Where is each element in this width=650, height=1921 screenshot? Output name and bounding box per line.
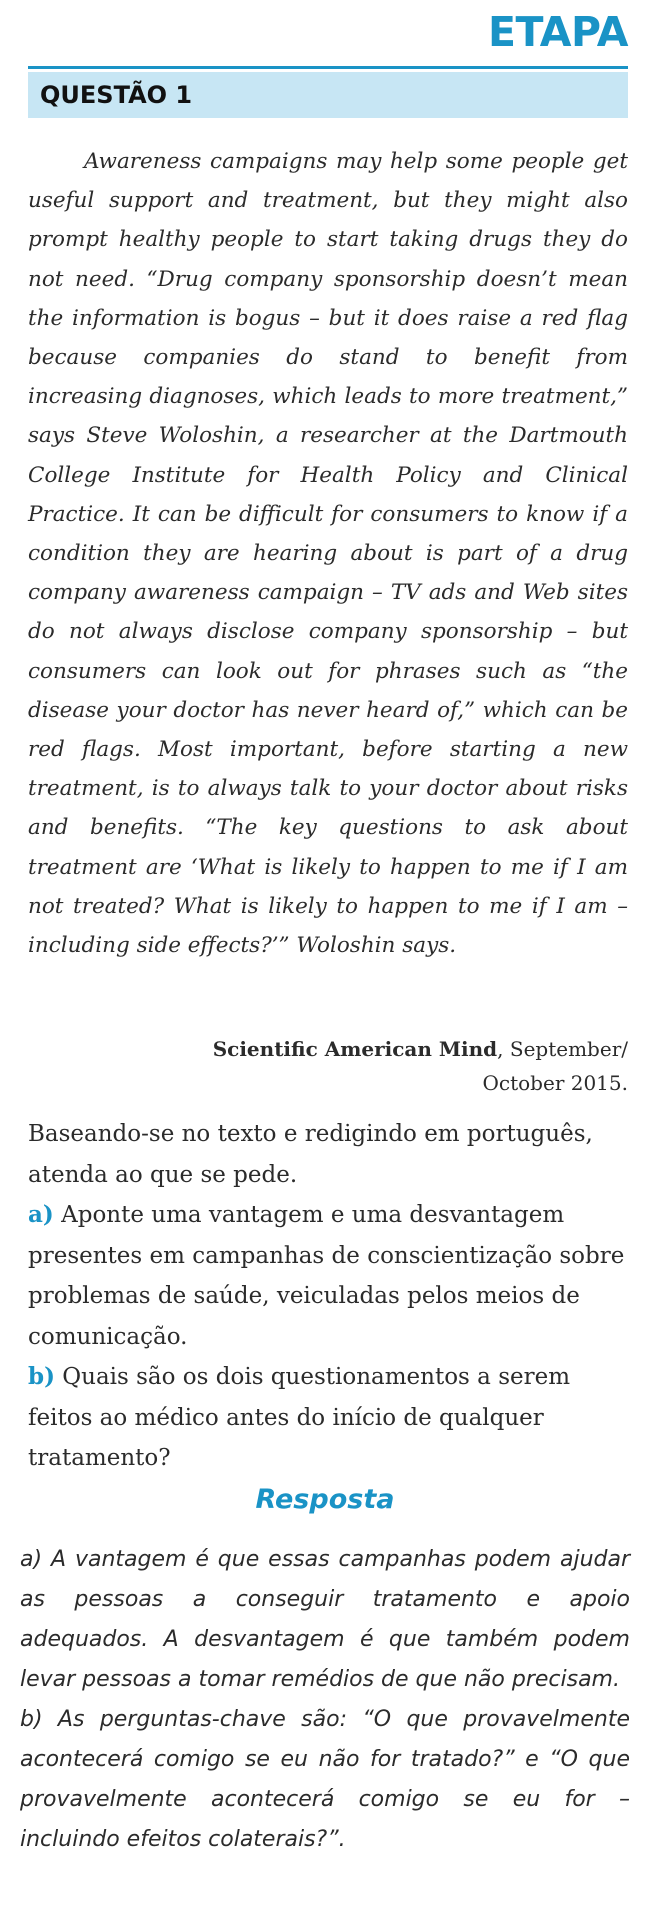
source-date-line1: , September/ — [497, 1037, 628, 1061]
question-title: QUESTÃO 1 — [40, 81, 193, 109]
answer-item-a: a) A vantagem é que essas campanhas podem ajudar as pessoas a conseguir tratamento e apoio adequados. A desvantagem é que também podem levar pessoas a tomar remédios de que não precisam. — [20, 1547, 630, 1692]
passage-source — [108, 1032, 628, 1100]
item-a-label: a) — [28, 1201, 54, 1228]
instructions-intro: Baseando-se no texto e redigindo em português, atenda ao que se pede. — [28, 1121, 593, 1188]
answer-item-b: b) As perguntas-chave são: “O que provavelmente acontecerá comigo se eu não for tratado?” e “O que provavelmente acontecerá comigo se eu for – incluindo efeitos colaterais?”. — [20, 1707, 630, 1852]
header-divider — [28, 66, 628, 69]
instruction-item-b — [28, 1357, 628, 1479]
answer-body — [20, 1540, 630, 1860]
source-title: Scientific American Mind — [212, 1037, 498, 1061]
item-b-label: b) — [28, 1363, 55, 1390]
question-instructions — [28, 1114, 628, 1479]
item-a-text: Aponte uma vantagem e uma desvantagem presentes em campanhas de conscientização sobre problemas de saúde, veiculadas pelos meios de comunicação. — [28, 1202, 625, 1350]
item-b-text: Quais são os dois questionamentos a serem feitos ao médico antes do início de qualquer tratamento? — [28, 1364, 571, 1471]
answer-title: Resposta — [255, 1484, 395, 1515]
brand-logo-text: ETAPA — [487, 8, 628, 56]
question-header — [28, 72, 628, 118]
instruction-item-a — [28, 1195, 628, 1357]
english-passage: Awareness campaigns may help some people get useful support and treatment, but they might also prompt healthy people to start taking drugs they do not need. “Drug company sponsorship doesn’t mean the information is bogus – but it does raise a red flag because companies do stand to benefit from increasing diagnoses, which leads to more treatment,” says Steve Woloshin, a researcher at the Dartmouth College Institute for Health Policy and Clinical Practice. It can be difficult for consumers to know if a condition they are hearing about is part of a drug company awareness campaign – TV ads and Web sites do not always disclose company sponsorship – but consumers can look out for phrases such as “the disease your doctor has never heard of,” which can be red flags. Most important, before starting a new treatment, is to always talk to your doctor about risks and benefits. “The key questions to ask about treatment are ‘What is likely to happen to me if I am not treated? What is likely to happen to me if I am – including side effects?’” Woloshin says. — [28, 149, 628, 959]
source-date-line2: October 2015. — [482, 1071, 628, 1095]
